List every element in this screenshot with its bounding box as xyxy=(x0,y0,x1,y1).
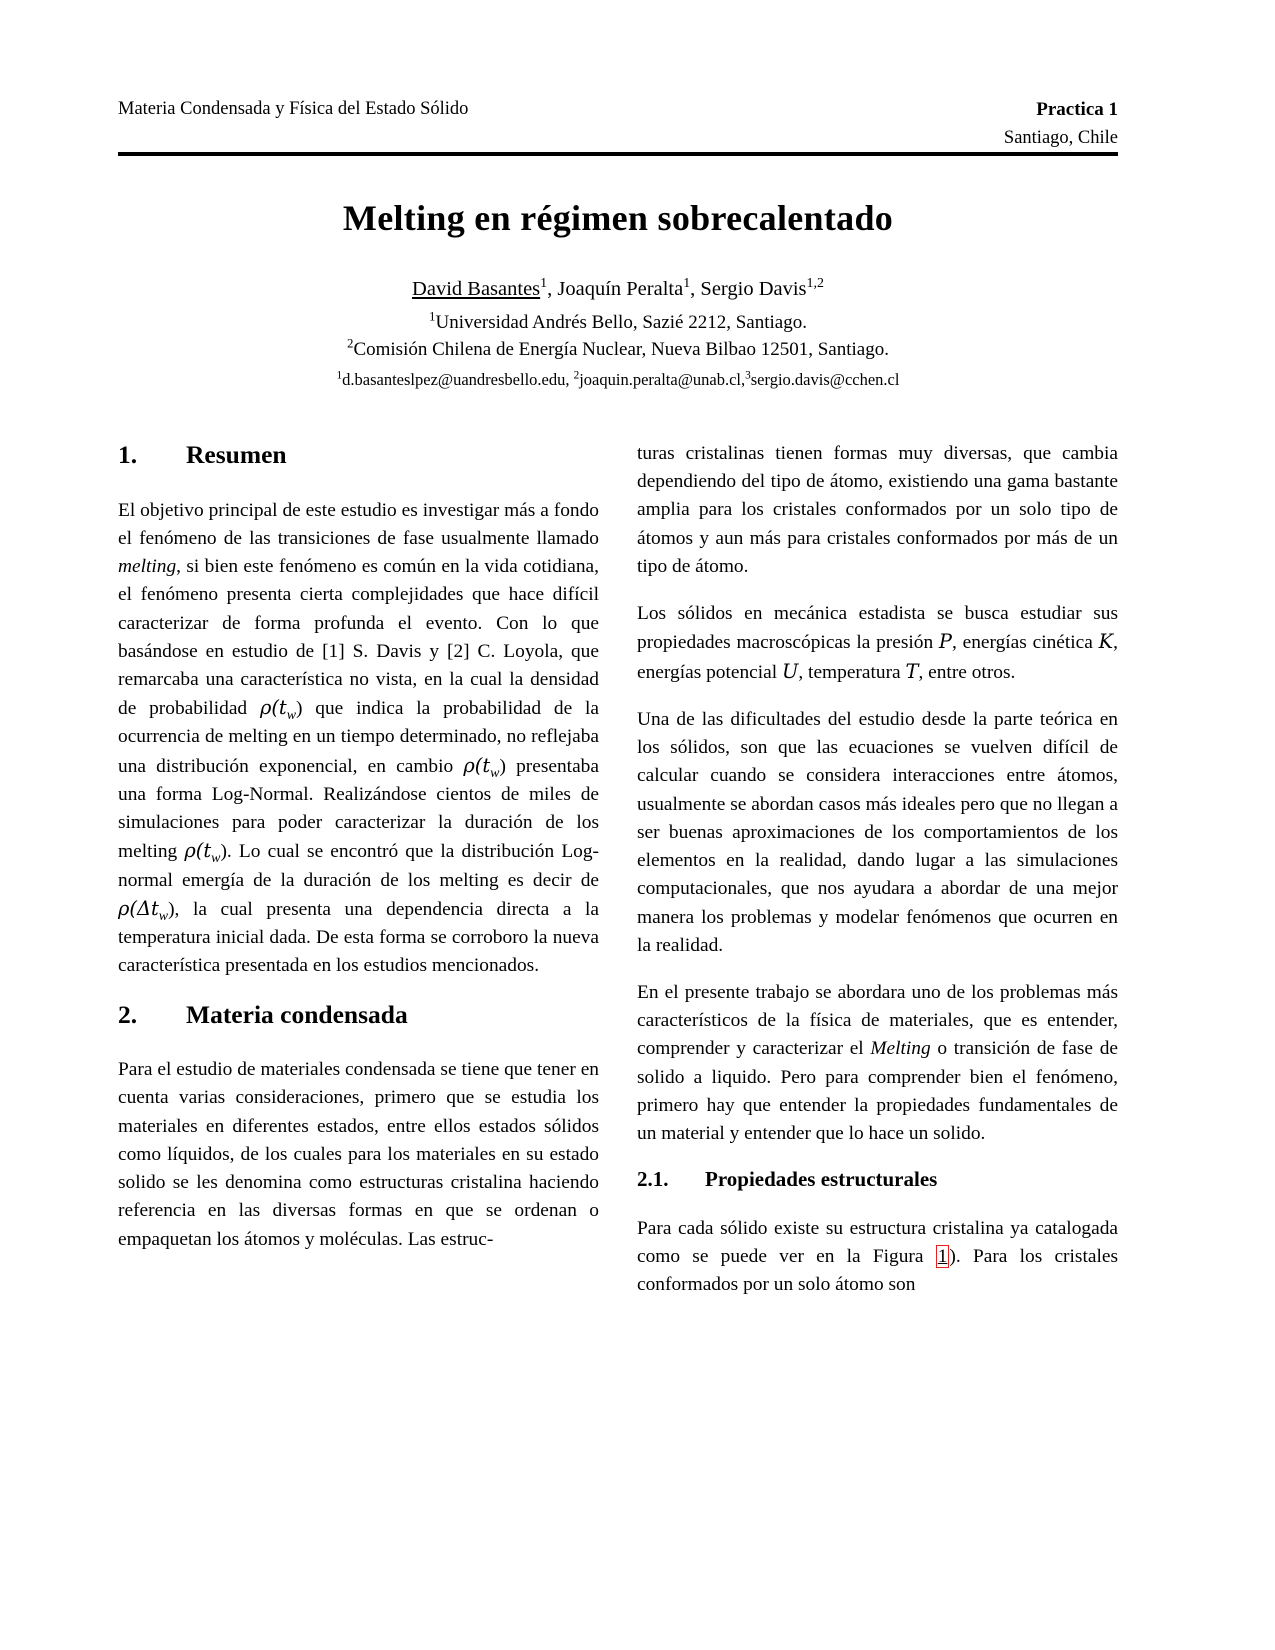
body-columns xyxy=(118,440,1118,1299)
rho-tw-3-sub: w xyxy=(211,851,221,867)
email-text-2: joaquin.peralta@unab.cl, xyxy=(579,370,746,390)
rho-dtw-sub: w xyxy=(158,908,169,924)
rho-dtw: ρ(Δt xyxy=(118,896,159,920)
subsection-title: Propiedades estructurales xyxy=(705,1167,938,1192)
city-label: Santiago, Chile xyxy=(1003,127,1118,148)
author-second: , Joaquín Peralta xyxy=(547,278,684,301)
paragraph-right-5 xyxy=(637,1215,1118,1300)
affiliation-marker-1: 1 xyxy=(429,308,436,324)
right2-text-b: , energías cinética xyxy=(951,632,1099,654)
author-primary-affil-marker: 1 xyxy=(540,276,548,292)
variable-P: P xyxy=(938,630,952,654)
running-header-left: Materia Condensada y Física del Estado Sólido xyxy=(118,99,469,119)
right2-text-d: , temperatura xyxy=(798,661,906,683)
section-number-1: 1. xyxy=(118,440,138,469)
author-list xyxy=(118,275,1118,304)
email-marker-1: 1 xyxy=(336,369,343,382)
rho-tw-2-sub: w xyxy=(490,765,500,781)
affiliation-text-2: Comisión Chilena de Energía Nuclear, Nueva Bilbao 12501, Santiago. xyxy=(353,339,889,361)
variable-K: K xyxy=(1098,630,1114,654)
right-column xyxy=(637,440,1118,1299)
rho-tw-3: ρ(t xyxy=(184,839,212,863)
page-title: Melting en régimen sobrecalentado xyxy=(342,198,894,238)
affiliation-line-2 xyxy=(118,337,1118,364)
subsection-heading-propiedades xyxy=(637,1167,1118,1192)
title-block xyxy=(118,198,1118,391)
resumen-text-a: El objetivo principal de este estudio es investigar más a fondo el fenómeno de las transiciones de fase usualmente llamado xyxy=(118,499,599,549)
right2-text-a: Los sólidos en mecánica estadista se busca estudiar sus propiedades macroscópicas la presión xyxy=(637,603,1118,654)
melting-emphasis: melting xyxy=(118,556,177,578)
section-title-1: Resumen xyxy=(186,440,287,469)
paragraph-resumen xyxy=(118,497,599,981)
resumen-text-f: ), la cual presenta una dependencia directa a la temperatura inicial dada. De esta forma se corroboro la nueva característica presentada en los estudios mencionados. xyxy=(118,898,599,977)
paragraph-right-3: Una de las dificultades del estudio desde la parte teórica en los sólidos, son que las ecuaciones se vuelven difícil de calcular cuando se considera interacciones entre átomos, usualmente se abordan casos más ideales pero que no llegan a ser buenas aproximaciones de los comportamientos de los elementos en la realidad, dando lugar a las simulaciones computacionales, que nos ayudara a abordar de una mejor manera los problemas y modelar fenómenos que ocurren en la realidad. xyxy=(637,708,1118,956)
affiliation-line-1 xyxy=(118,310,1118,337)
affiliation-text-1: Universidad Andrés Bello, Sazié 2212, Santiago. xyxy=(435,312,807,334)
variable-T: T xyxy=(905,659,919,683)
email-marker-3: 3 xyxy=(745,369,751,382)
email-marker-2: 2 xyxy=(573,369,580,382)
left-column xyxy=(118,440,599,1299)
resumen-text-c: ) que indica la probabilidad de la ocurrencia de melting en un tiempo determinado, no reflejaba una distribución exponencial, en cambio xyxy=(118,698,599,777)
right5-text-a: Para cada sólido existe su estructura cristalina ya catalogada como se puede ver en la Figura xyxy=(637,1217,1118,1267)
email-line xyxy=(118,368,1118,391)
author-second-affil-marker: 1 xyxy=(683,276,691,292)
section-number-2: 2. xyxy=(118,999,138,1029)
figure-reference-link[interactable]: 1 xyxy=(937,1245,948,1267)
right2-text-e: , entre otros. xyxy=(918,661,1016,683)
email-text-3: sergio.davis@cchen.cl xyxy=(750,370,900,390)
paragraph-materia: Para el estudio de materiales condensada se tiene que tener en cuenta varias consideraciones, primero que se estudia los materiales en diferentes estados, entre ellos estados sólidos como líquidos, de los cuales para los materiales en su estado solido se les denomina como estructuras cristalina haciendo referencia en las diversas formas en que se ordenan o empaquetan los átomos y moléculas. Las estruc- xyxy=(118,1059,599,1250)
right2-text-c: , energías potencial xyxy=(637,632,1118,683)
right4-text-b: o transición de fase de solido a liquido. Pero para comprender bien el fenómeno, primero hay que entender la propiedades fundamentales de un material y entender que lo hace un solido. xyxy=(637,1038,1118,1145)
affiliation-marker-2: 2 xyxy=(347,335,354,351)
paragraph-right-1: turas cristalinas tienen formas muy diversas, que cambia dependiendo del tipo de átomo, existiendo una gama bastante amplia para los cristales conformados por un solo tipo de átomos y aun más para cristales conformados por más de un tipo de átomo. xyxy=(637,443,1118,577)
email-text-1: d.basanteslpez@uandresbello.edu, xyxy=(342,370,574,390)
right5-text-b: ). Para los cristales conformados por un solo átomo son xyxy=(637,1245,1118,1296)
section-title-2: Materia condensada xyxy=(186,999,408,1029)
author-third-affil-marker: 1,2 xyxy=(806,276,824,292)
running-header xyxy=(118,96,1118,152)
resumen-text-b: , si bien este fenómeno es común en la vida cotidiana, el fenómeno presenta cierta complejidades que hace difícil caracterizar de forma profunda el evento. Con lo que basándose en estudio de [1] S. Davis y [2] C. Loyola, que remarcaba una característica no vista, en la cual la densidad de probabilidad xyxy=(118,556,599,720)
author-primary: David Basantes xyxy=(412,278,541,301)
author-third: , Sergio Davis xyxy=(690,278,807,301)
rho-tw-2: ρ(t xyxy=(463,753,491,777)
running-header-right xyxy=(1004,96,1118,152)
paragraph-right-4 xyxy=(637,979,1118,1148)
rho-tw-1-sub: w xyxy=(286,708,297,724)
resumen-text-e: ). Lo cual se encontró que la distribución Log-normal emergía de la duración de los melting es decir de xyxy=(118,841,600,891)
rho-tw-1: ρ(t xyxy=(259,696,287,720)
subsection-number: 2.1. xyxy=(637,1167,669,1192)
resumen-text-d: ) presentaba una forma Log-Normal. Realizándose cientos de miles de simulaciones para poder caracterizar la duración de los melting xyxy=(118,755,599,863)
practica-label: Practica 1 xyxy=(1036,99,1118,120)
melting-emphasis-2: Melting xyxy=(870,1038,931,1060)
right4-text-a: En el presente trabajo se abordara uno de los problemas más característicos de la física de materiales, que es entender, comprender y caracterizar el xyxy=(637,981,1118,1060)
section-heading-materia xyxy=(118,1000,599,1031)
section-heading-resumen xyxy=(118,440,599,471)
paragraph-right-2 xyxy=(637,600,1118,687)
variable-U: U xyxy=(782,659,799,683)
header-rule xyxy=(118,152,1118,156)
